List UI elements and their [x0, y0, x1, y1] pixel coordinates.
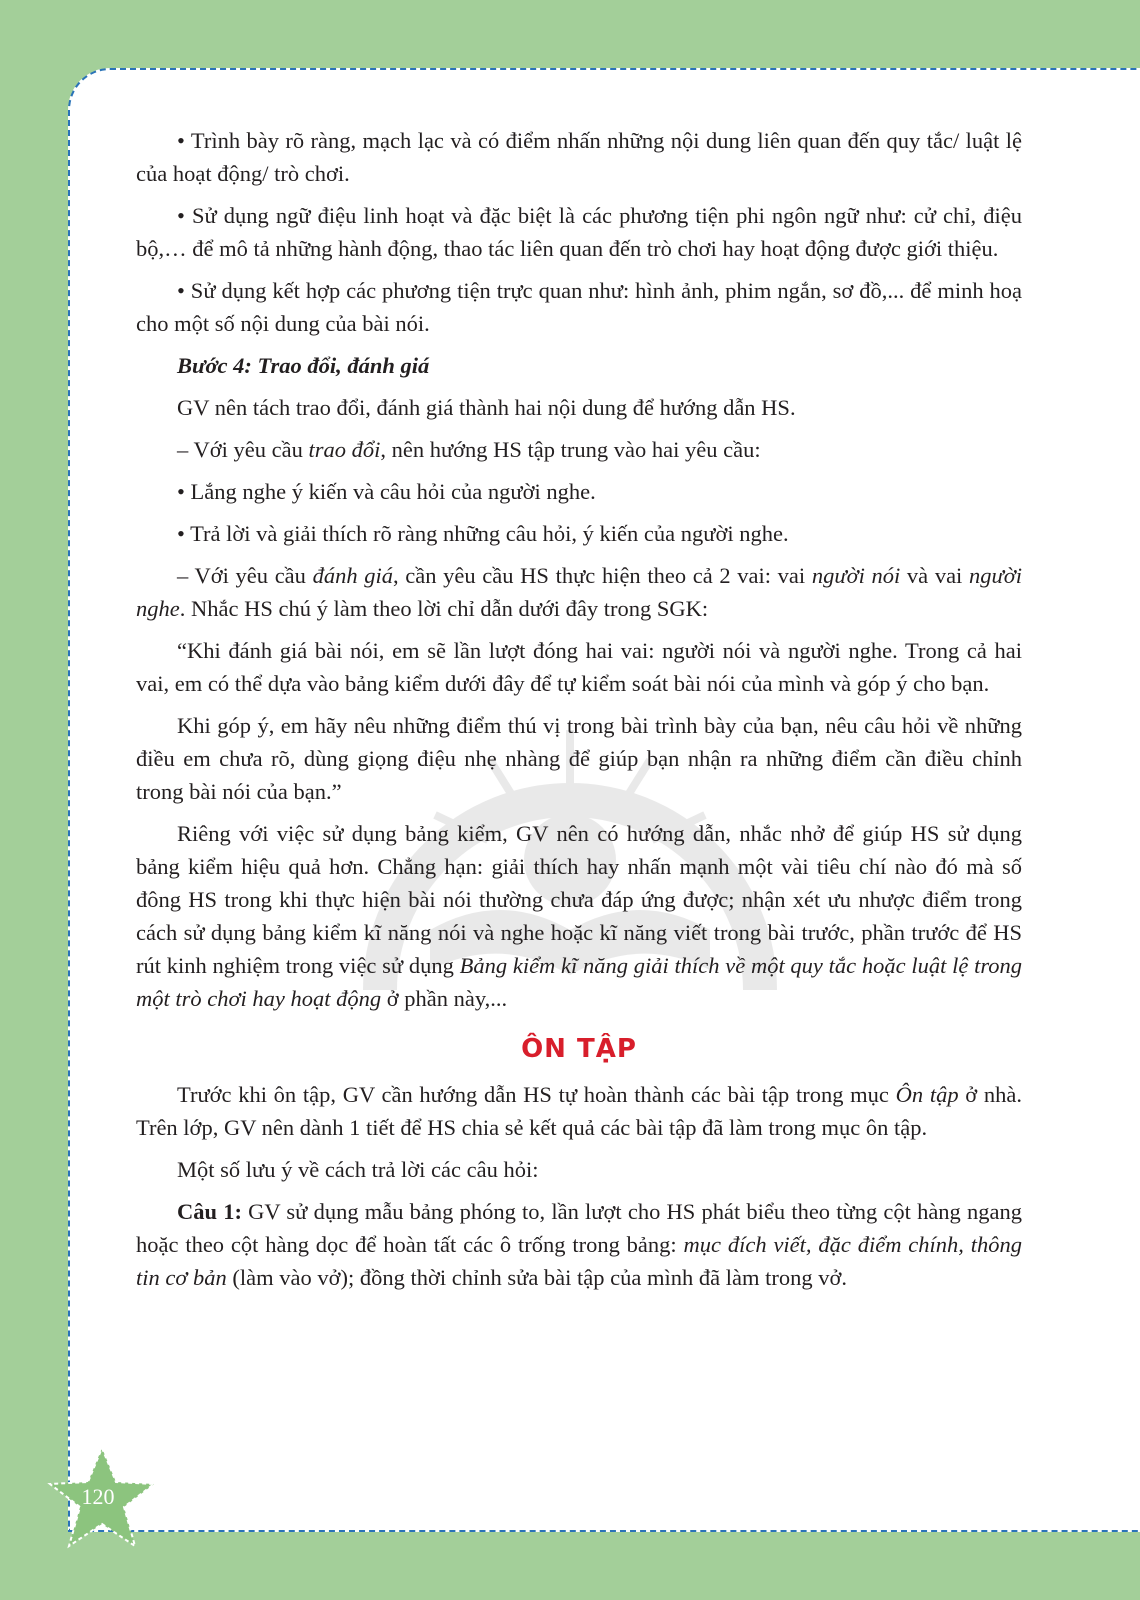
paragraph: Câu 1: GV sử dụng mẫu bảng phóng to, lần lượt cho HS phát biểu theo từng cột hàng ngang hoặc theo cột hàng dọc để hoàn tất các ô trống trong bảng: mục đích viết, đặc điểm chính, thông tin cơ bản (làm vào vở); đồng thời chỉnh sửa bài tập của mình đã làm trong vở. — [136, 1199, 1022, 1290]
bullet-paragraph: • Trình bày rõ ràng, mạch lạc và có điểm nhấn những nội dung liên quan đến quy tắc/ luật lệ của hoạt động/ trò chơi. — [136, 128, 1022, 186]
quote-paragraph: Khi góp ý, em hãy nêu những điểm thú vị trong bài trình bày của bạn, nêu câu hỏi về những điều em chưa rõ, dùng giọng điệu nhẹ nhàng để giúp bạn nhận ra những điểm cần điều chỉnh trong bài nói của bạn.” — [136, 713, 1022, 804]
paragraph: Trước khi ôn tập, GV cần hướng dẫn HS tự hoàn thành các bài tập trong mục Ôn tập ở nhà. Trên lớp, GV nên dành 1 tiết để HS chia sẻ kết quả các bài tập đã làm trong mục ôn tập. — [136, 1082, 1023, 1140]
bullet-paragraph: • Trả lời và giải thích rõ ràng những câu hỏi, ý kiến của người nghe. — [177, 521, 789, 546]
main-content — [136, 124, 1022, 1303]
bullet-paragraph: • Sử dụng ngữ điệu linh hoạt và đặc biệt là các phương tiện phi ngôn ngữ như: cử chỉ, điệu bộ,… để mô tả những hành động, thao tác liên quan đến trò chơi hay hoạt động được giới thiệu. — [136, 203, 1022, 261]
paragraph: – Với yêu cầu đánh giá, cần yêu cầu HS thực hiện theo cả 2 vai: vai người nói và vai người nghe. Nhắc HS chú ý làm theo lời chỉ dẫn dưới đây trong SGK: — [136, 563, 1022, 621]
page-number: 120 — [81, 1484, 115, 1509]
paragraph: Riêng với việc sử dụng bảng kiểm, GV nên có hướng dẫn, nhắc nhở để giúp HS sử dụng bảng kiểm hiệu quả hơn. Chẳng hạn: giải thích hay nhấn mạnh một vài tiêu chí nào đó mà số đông HS trong khi thực hiện bài nói thường chưa đáp ứng được; nhận xét ưu nhược điểm trong cách sử dụng bảng kiểm kĩ năng nói và nghe hoặc kĩ năng viết trong bài trước, phần trước để HS rút kinh nghiệm trong việc sử dụng Bảng kiểm kĩ năng giải thích về một quy tắc hoặc luật lệ trong một trò chơi hay hoạt động ở phần này,... — [136, 821, 1023, 1011]
paragraph: – Với yêu cầu trao đổi, nên hướng HS tập trung vào hai yêu cầu: — [177, 437, 761, 462]
quote-paragraph: “Khi đánh giá bài nói, em sẽ lần lượt đóng hai vai: người nói và người nghe. Trong cả hai vai, em có thể dựa vào bảng kiểm dưới đây để tự kiểm soát bài nói của mình và góp ý cho bạn. — [136, 638, 1022, 696]
paragraph: Một số lưu ý về cách trả lời các câu hỏi: — [177, 1157, 539, 1182]
section-title: ÔN TẬP — [521, 1034, 637, 1064]
bullet-paragraph: • Sử dụng kết hợp các phương tiện trực quan như: hình ảnh, phim ngắn, sơ đồ,... để minh hoạ cho một số nội dung của bài nói. — [136, 278, 1022, 336]
step-heading: Bước 4: Trao đổi, đánh giá — [177, 353, 430, 378]
bullet-paragraph: • Lắng nghe ý kiến và câu hỏi của người nghe. — [177, 479, 596, 504]
paragraph: GV nên tách trao đổi, đánh giá thành hai nội dung để hướng dẫn HS. — [177, 395, 796, 420]
